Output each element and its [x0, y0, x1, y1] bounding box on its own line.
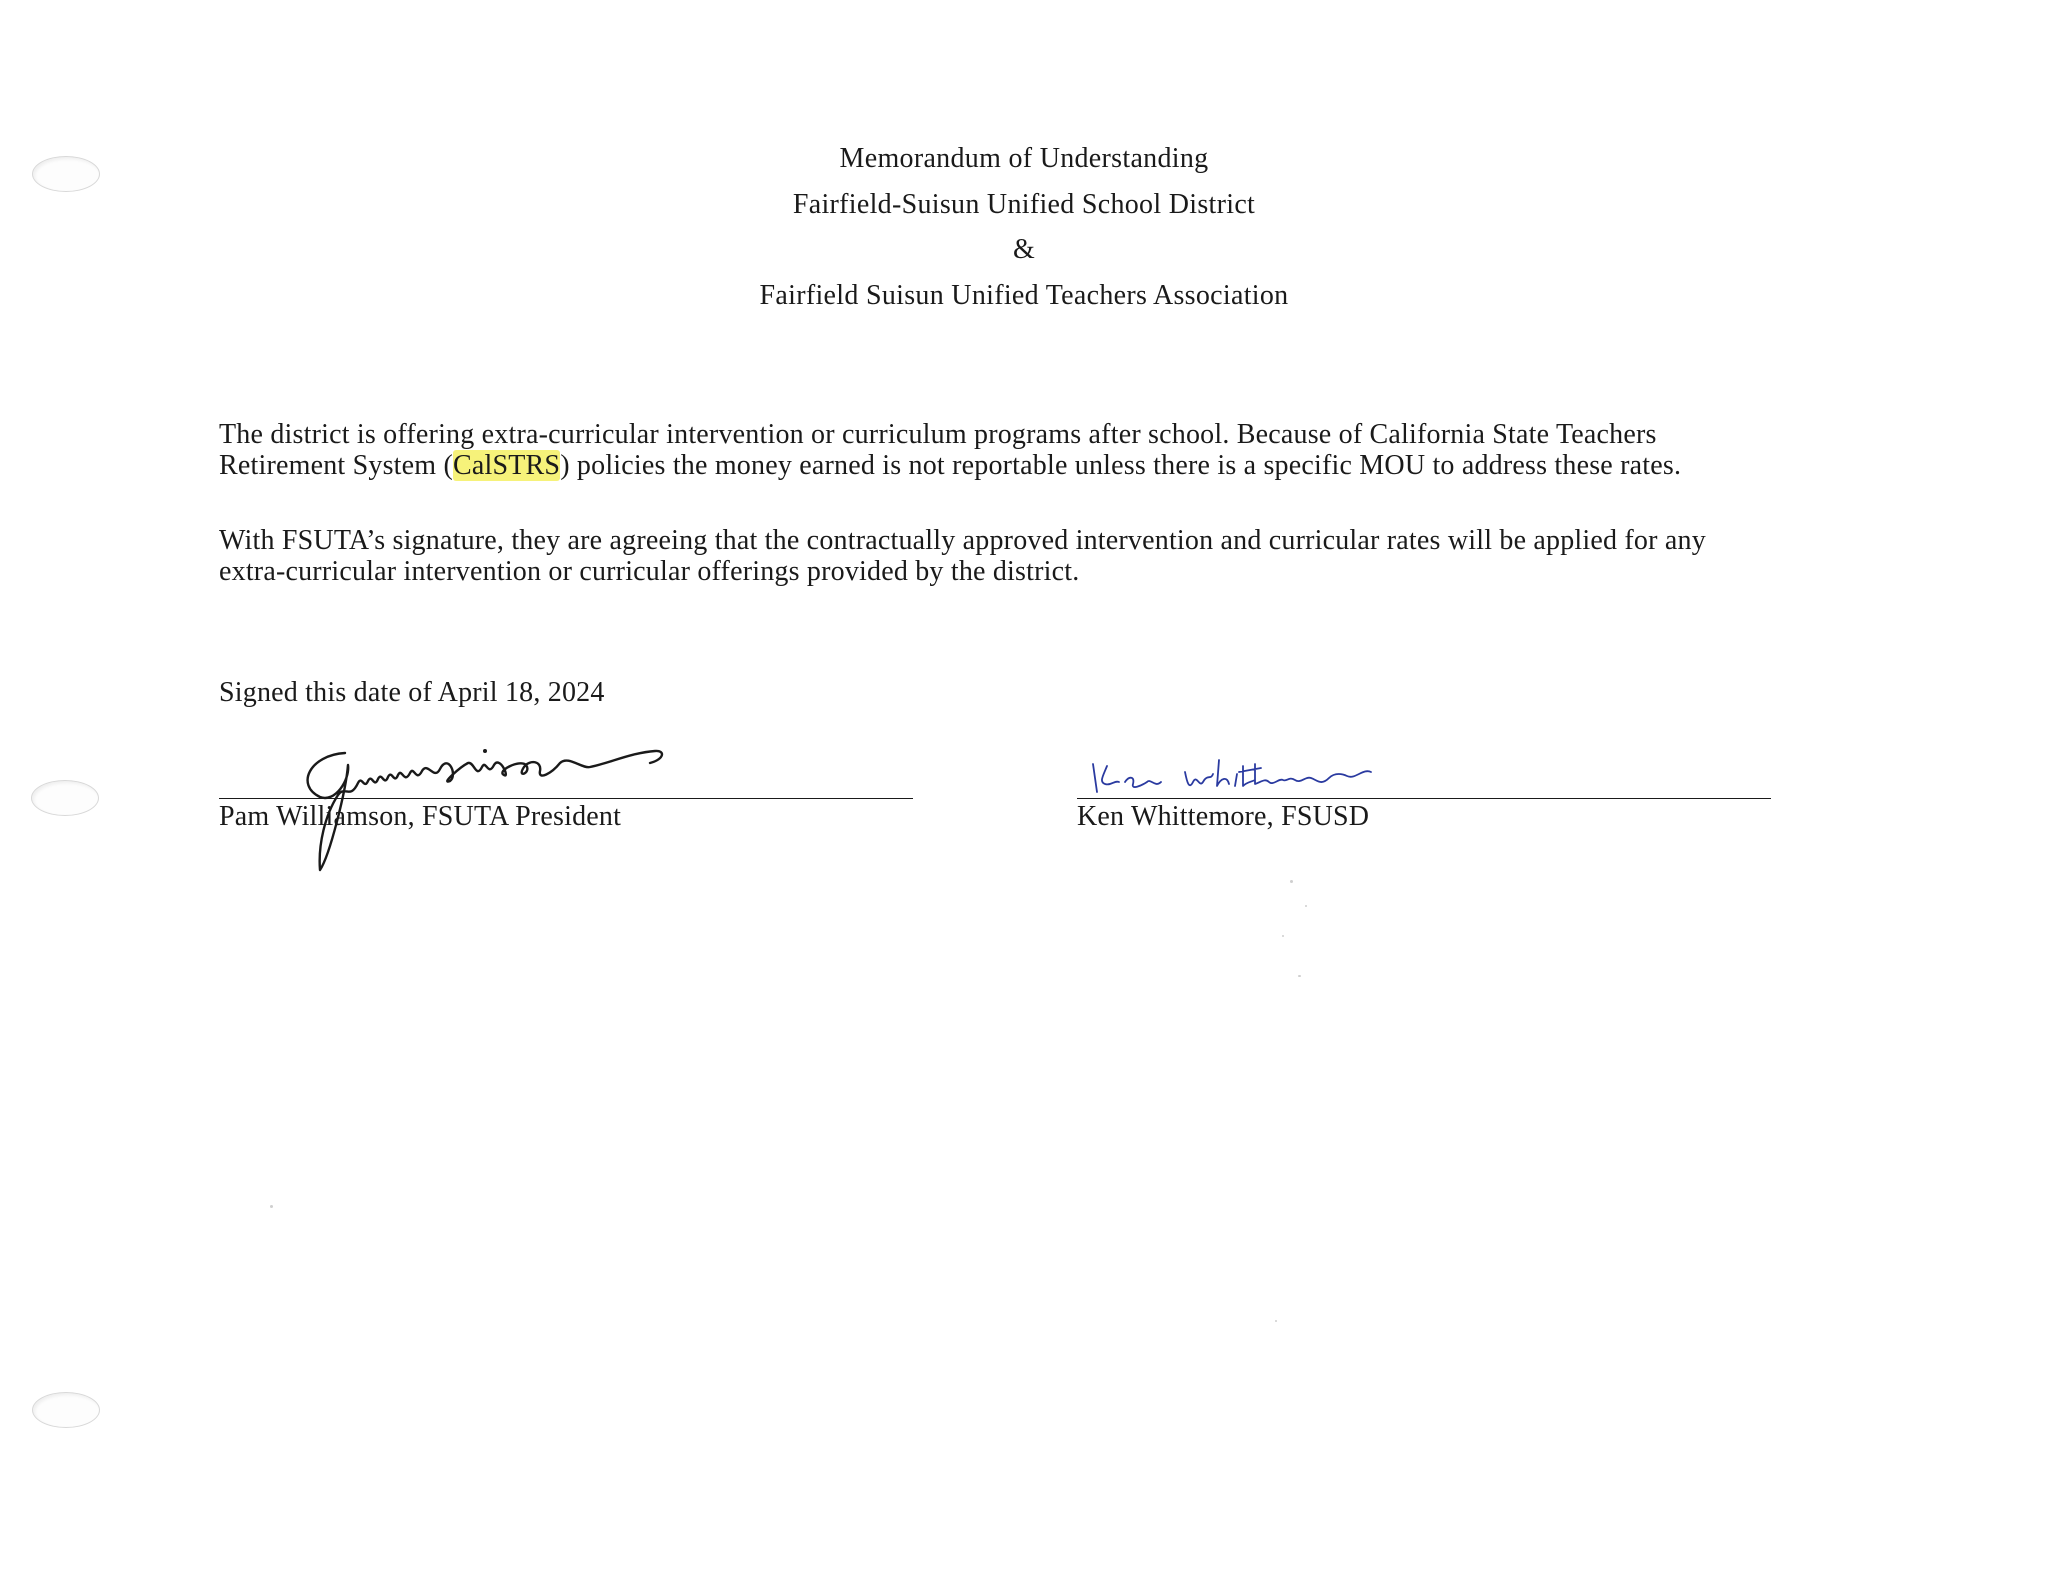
district-name: Fairfield-Suisun Unified School District — [792, 189, 1256, 220]
paragraph-calstrs — [219, 419, 1779, 481]
signature-line-left — [219, 798, 913, 799]
scan-speck — [270, 1205, 273, 1208]
scan-speck — [1290, 880, 1293, 883]
paragraph-agreement: With FSUTA’s signature, they are agreeing that the contractually approved intervention and curricular rates will be applied for any extra-curricular intervention or curricular offerings provided by the district. — [219, 525, 1706, 587]
scan-speck — [1305, 905, 1307, 907]
scan-speck — [1282, 935, 1284, 937]
memo-title: Memorandum of Understanding — [839, 143, 1209, 174]
signature-ken-whittemore — [1085, 752, 1485, 802]
paragraph-calstrs-before: The district is offering extra-curricular intervention or curriculum programs after school. Because of California State Teachers Retirement System ( — [219, 419, 1657, 481]
punch-hole-bottom — [32, 1392, 100, 1428]
signed-date: Signed this date of April 18, 2024 — [219, 677, 605, 708]
ampersand: & — [1012, 234, 1036, 265]
scan-speck — [1275, 1320, 1277, 1322]
signature-line-right — [1077, 798, 1771, 799]
signer-name-left: Pam Williamson, FSUTA President — [219, 801, 622, 832]
punch-hole-middle — [31, 780, 99, 816]
paragraph-calstrs-after: ) policies the money earned is not reportable unless there is a specific MOU to address these rates. — [560, 450, 1682, 481]
calstrs-highlight: CalSTRS — [452, 450, 561, 481]
signer-name-right: Ken Whittemore, FSUSD — [1077, 801, 1370, 832]
scan-speck — [1298, 975, 1301, 977]
association-name: Fairfield Suisun Unified Teachers Association — [759, 280, 1289, 311]
